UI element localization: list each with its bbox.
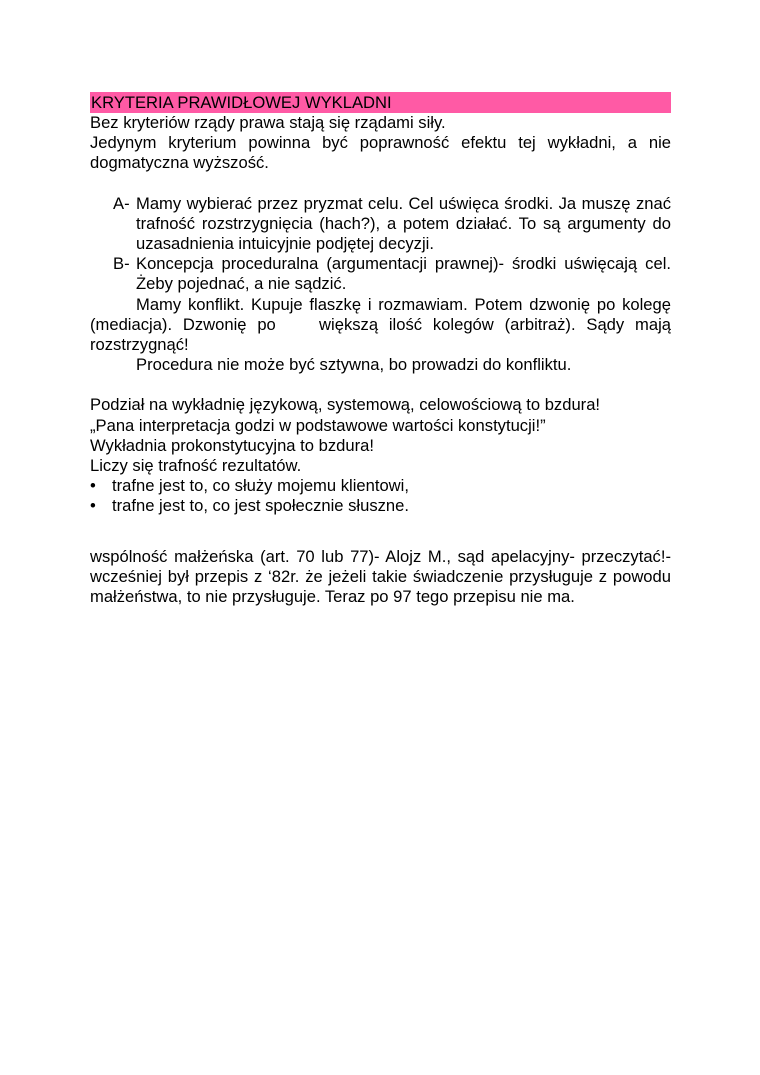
list-marker-a: A- <box>113 193 130 213</box>
paragraph-procedura: Procedura nie może być sztywna, bo prowadzi do konfliktu. <box>136 355 572 375</box>
spacer <box>90 537 671 547</box>
list-marker-b: B- <box>113 254 130 274</box>
bullet-icon: • <box>90 496 96 516</box>
bullet-icon: • <box>90 476 96 496</box>
spacer <box>90 375 671 395</box>
list-item-b <box>113 254 671 294</box>
list-text-a: Mamy wybierać przez pryzmat celu. Cel uświęca środki. Ja muszę znać trafność rozstrzygnięcia (hach?), a potem działać. To są argumenty do uzasadnienia intuicyjnie podjętej decyzji. <box>136 193 671 254</box>
section2-line-4: Liczy się trafność rezultatów. <box>90 456 302 476</box>
section2-line-1: Podział na wykładnię językową, systemową, celowościową to bzdura! <box>90 395 601 415</box>
intro-line-1: Bez kryteriów rządy prawa stają się rządami siły. <box>90 113 446 132</box>
spacer <box>90 174 671 194</box>
bullet-item-2 <box>90 496 671 516</box>
bullet-text-1: trafne jest to, co służy mojemu klientowi, <box>112 476 409 496</box>
list-text-b: Koncepcja proceduralna (argumentacji prawnej)- środki uświęcają cel. Żeby pojednać, a nie sądzić. <box>136 254 671 294</box>
document-page <box>90 92 676 607</box>
section2-line-2: „Pana interpretacja godzi w podstawowe wartości konstytucji!” <box>90 415 546 435</box>
spacer <box>90 517 671 537</box>
paragraph-konflikt: Mamy konflikt. Kupuje flaszkę i rozmawiam. Potem dzwonię po kolegę (mediacja). Dzwonię po większą ilość kolegów (arbitraż). Sądy mają rozstrzygnąć! <box>90 294 676 355</box>
bullet-text-2: trafne jest to, co jest społecznie słuszne. <box>112 496 409 516</box>
closing-paragraph: wspólność małżeńska (art. 70 lub 77)- Alojz M., sąd apelacyjny- przeczytać!- wcześniej był przepis z ‘82r. że jeżeli takie świadczenie przysługuje z powodu małżeństwa, to nie przysługuje. Teraz po 97 tego przepisu nie ma. <box>90 546 671 607</box>
list-item-a <box>113 194 671 255</box>
section2-line-3: Wykładnia prokonstytucyjna to bzdura! <box>90 435 374 455</box>
intro-line-2: Jedynym kryterium powinna być poprawność efektu tej wykładni, a nie dogmatyczna wyższość. <box>90 133 671 173</box>
section-heading: KRYTERIA PRAWIDŁOWEJ WYKLADNI <box>90 92 671 113</box>
bullet-item-1 <box>90 476 671 496</box>
